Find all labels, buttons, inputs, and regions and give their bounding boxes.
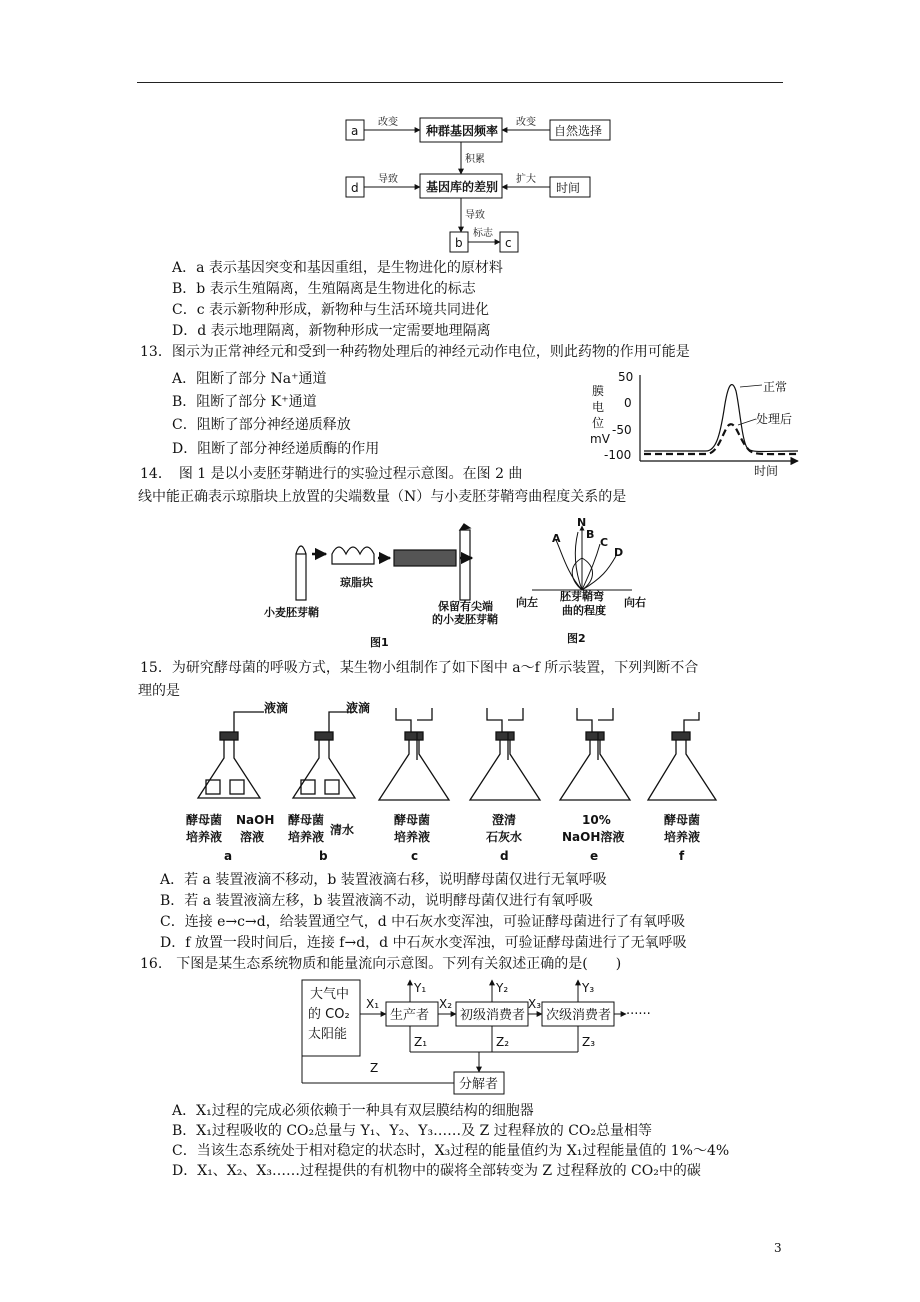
label-expand: 扩大	[516, 174, 536, 185]
fig2-bend1: 胚芽鞘弯	[560, 590, 604, 603]
tick-50: 50	[618, 370, 634, 384]
flask-b-l1: 酵母菌	[288, 813, 325, 827]
box-producer: 生产者	[390, 1008, 430, 1023]
label-Z3: Z₃	[582, 1035, 596, 1049]
label-X1: X₁	[366, 997, 380, 1011]
box-decomposer: 分解者	[459, 1077, 499, 1092]
label-Z2: Z₂	[496, 1035, 510, 1049]
flask-e-l1: 10%	[582, 813, 611, 827]
q15-stem-line1: 15．为研究酵母菌的呼吸方式，某生物小组制作了如下图中 a～f 所示装置，下列判断不合	[140, 660, 699, 676]
q16-stem: 16. 下图是某生态系统物质和能量流向示意图。下列有关叙述正确的是( )	[140, 956, 622, 972]
q12-option-d: D．d 表示地理隔离，新物种形成一定需要地理隔离	[172, 323, 491, 339]
label-change1: 改变	[378, 117, 398, 128]
flask-b-tag: b	[319, 849, 328, 863]
q14-stem-line2: 线中能正确表示琼脂块上放置的尖端数量（N）与小麦胚芽鞘弯曲程度关系的是	[138, 489, 627, 505]
label-change2: 改变	[516, 117, 536, 128]
q15-stem-line2: 理的是	[138, 683, 180, 699]
flask-d-l2: 石灰水	[486, 830, 523, 844]
q16-option-d: D．X₁、X₂、X₃……过程提供的有机物中的碳将全部转变为 Z 过程释放的 CO₂中的碳	[172, 1163, 701, 1179]
ylabel-1: 膜	[592, 384, 605, 398]
flask-a-tag: a	[224, 849, 233, 863]
fig2-N: N	[577, 518, 587, 529]
label-treated: 处理后	[756, 412, 793, 426]
flask-d-l1: 澄清	[492, 813, 517, 827]
fig2-C: C	[600, 536, 609, 549]
flask-a-l2b: 溶液	[240, 830, 265, 844]
box-a: a	[351, 124, 359, 138]
fig1-kept1: 保留有尖端	[438, 600, 493, 613]
xlabel-time: 时间	[754, 464, 779, 477]
flask-a-l1b: NaOH	[236, 813, 275, 827]
page-number: 3	[774, 1241, 782, 1255]
flask-a-l2: 培养液	[186, 830, 223, 844]
fig1-coleoptile: 小麦胚芽鞘	[264, 606, 319, 619]
label-Y2: Y₂	[496, 981, 509, 995]
fig2-D: D	[614, 546, 624, 559]
fig2-bend2: 曲的程度	[562, 604, 606, 617]
q16-ecosystem-flow	[296, 976, 696, 1098]
box-c: c	[505, 236, 512, 250]
q15-option-c: C．连接 e→c→d，给装置通空气，d 中石灰水变浑浊，可验证酵母菌进行了有氧呼吸	[160, 914, 686, 930]
src-line1: 大气中	[310, 987, 350, 1002]
box-d: d	[351, 181, 359, 195]
label-X2: X₂	[439, 997, 453, 1011]
flask-f-tag: f	[679, 849, 685, 863]
header-rule	[137, 82, 783, 83]
label-normal: 正常	[763, 380, 788, 394]
box-secondary: 次级消费者	[546, 1008, 612, 1023]
droplet-label-2: 液滴	[346, 701, 371, 715]
src-line2: 的 CO₂	[308, 1007, 350, 1022]
fig2-caption: 图2	[567, 632, 586, 645]
q15-flask-apparatus	[184, 698, 724, 866]
ylabel-3: 位	[592, 416, 605, 430]
fig1-agar: 琼脂块	[340, 576, 373, 589]
ylabel-2: 电	[592, 400, 605, 414]
flask-b-l2: 培养液	[288, 830, 325, 844]
q15-option-a: A．若 a 装置液滴不移动，b 装置液滴右移，说明酵母菌仅进行无氧呼吸	[160, 872, 607, 888]
q13-option-c: C．阻断了部分神经递质释放	[172, 417, 351, 433]
q15-option-d: D．f 放置一段时间后，连接 f→d，d 中石灰水变浑浊，可验证酵母菌进行了无氧呼吸	[160, 935, 687, 951]
box-primary: 初级消费者	[460, 1008, 526, 1023]
q16-option-c: C．当该生态系统处于相对稳定的状态时，X₃过程的能量值约为 X₁过程能量值的 1%～4%	[172, 1143, 730, 1159]
droplet-label-1: 液滴	[264, 701, 289, 715]
fig2-left: 向左	[516, 596, 538, 609]
box-time: 时间	[556, 181, 581, 195]
ylabel-4: mV	[590, 432, 610, 446]
label-Z1: Z₁	[414, 1035, 428, 1049]
trailing-dots: ······	[626, 1007, 651, 1022]
q16-option-a: A．X₁过程的完成必须依赖于一种具有双层膜结构的细胞器	[172, 1103, 534, 1119]
label-lead1: 导致	[378, 174, 398, 185]
q13-stem: 13．图示为正常神经元和受到一种药物处理后的神经元动作电位，则此药物的作用可能是	[140, 344, 690, 360]
action-potential-graph	[588, 365, 803, 477]
q16-option-b: B．X₁过程吸收的 CO₂总量与 Y₁、Y₂、Y₃……及 Z 过程释放的 CO₂总量相等	[172, 1123, 653, 1139]
q13-option-b: B．阻断了部分 K⁺通道	[172, 394, 317, 410]
q14-stem-line1: 14． 图 1 是以小麦胚芽鞘进行的实验过程示意图。在图 2 曲	[140, 466, 523, 482]
fig1-kept2: 的小麦胚芽鞘	[432, 613, 498, 626]
box-freq: 种群基因频率	[426, 124, 499, 138]
flask-b-l2b: 清水	[330, 823, 355, 837]
label-accumulate: 积累	[465, 154, 485, 165]
flask-c-l1: 酵母菌	[394, 813, 431, 827]
fig2-right: 向右	[624, 596, 646, 609]
box-natsel: 自然选择	[554, 124, 603, 138]
label-mark: 标志	[473, 228, 493, 239]
label-Y3: Y₃	[582, 981, 595, 995]
q13-option-a: A．阻断了部分 Na⁺通道	[172, 371, 327, 387]
tick-0: 0	[624, 396, 632, 410]
fig2-B: B	[586, 528, 595, 541]
label-lead2: 导致	[465, 210, 485, 221]
box-genepool: 基因库的差别	[426, 180, 499, 194]
flask-e-l2: NaOH溶液	[562, 830, 625, 844]
tick-m100: -100	[604, 448, 632, 462]
q14-figure1	[262, 518, 512, 650]
flask-f-l2: 培养液	[664, 830, 701, 844]
label-X3: X₃	[528, 997, 542, 1011]
flask-d-tag: d	[500, 849, 509, 863]
label-Y1: Y₁	[414, 981, 427, 995]
flask-f-l1: 酵母菌	[664, 813, 701, 827]
q12-option-a: A．a 表示基因突变和基因重组，是生物进化的原材料	[172, 260, 503, 276]
tick-m50: -50	[612, 423, 632, 437]
flask-a-l1: 酵母菌	[186, 813, 223, 827]
flask-c-tag: c	[411, 849, 419, 863]
q13-option-d: D．阻断了部分神经递质酶的作用	[172, 441, 380, 457]
q12-option-b: B．b 表示生殖隔离，生殖隔离是生物进化的标志	[172, 281, 476, 297]
flask-e-tag: e	[590, 849, 599, 863]
src-line3: 太阳能	[308, 1027, 348, 1042]
fig2-A: A	[552, 532, 561, 545]
fig1-caption: 图1	[370, 636, 389, 649]
label-Z: Z	[370, 1061, 379, 1075]
q15-option-b: B．若 a 装置液滴左移，b 装置液滴不动，说明酵母菌仅进行有氧呼吸	[160, 893, 593, 909]
q14-figure2	[512, 518, 662, 650]
flask-c-l2: 培养液	[394, 830, 431, 844]
box-b: b	[455, 236, 463, 250]
evolution-flow-diagram	[340, 112, 620, 257]
q12-option-c: C．c 表示新物种形成，新物种与生活环境共同进化	[172, 302, 490, 318]
